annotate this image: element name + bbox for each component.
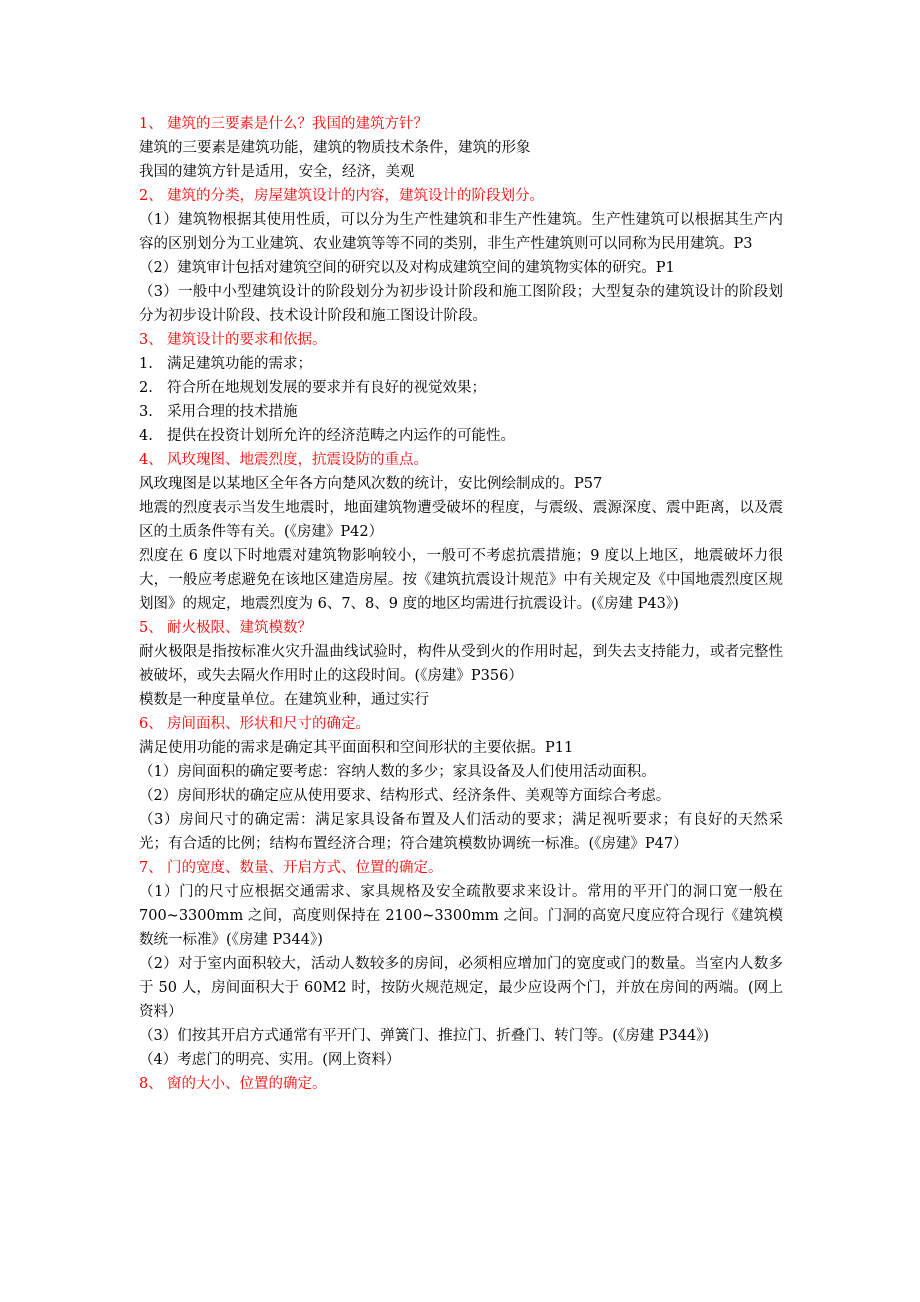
paragraph: （1）门的尺寸应根据交通需求、家具规格及安全疏散要求来设计。常用的平开门的洞口宽一般在 700~3300mm 之间，高度则保持在 2100~3300mm 之间。门洞的高宽尺度应符合现行《建筑模数统一标准》(《房建 P344》) [139,884,783,948]
paragraph: 耐火极限是指按标准火灾升温曲线试验时，构件从受到火的作用时起，到失去支持能力，或者完整性被破坏，或失去隔火作用时止的这段时间。(《房建》P356） [139,644,783,684]
paragraph: （3）一般中小型建筑设计的阶段划分为初步设计阶段和施工图阶段；大型复杂的建筑设计的阶段划分为初步设计阶段、技术设计阶段和施工图设计阶段。 [139,284,783,324]
paragraph: （2）房间形状的确定应从使用要求、结构形式、经济条件、美观等方面综合考虑。 [139,788,671,804]
section-heading: 1、 建筑的三要素是什么？我国的建筑方针？ [139,116,428,132]
paragraph: （1）建筑物根据其使用性质，可以分为生产性建筑和非生产性建筑。生产性建筑可以根据其生产内容的区别划分为工业建筑、农业建筑等等不同的类别，非生产性建筑则可以同称为民用建筑。P3 [139,212,783,252]
document-page [139,112,783,1096]
paragraph: （3）们按其开启方式通常有平开门、弹簧门、推拉门、折叠门、转门等。(《房建 P344》) [139,1028,710,1044]
paragraph: 满足使用功能的需求是确定其平面面积和空间形状的主要依据。P11 [139,740,574,756]
paragraph: （4）考虑门的明亮、实用。(网上资料） [139,1052,401,1068]
paragraph: 模数是一种度量单位。在建筑业种，通过实行 [139,692,429,708]
list-item: 1. 满足建筑功能的需求； [139,356,312,372]
paragraph: （3）房间尺寸的确定需：满足家具设备布置及人们活动的要求；满足视听要求；有良好的天然采光；有合适的比例；结构布置经济合理；符合建筑模数协调统一标准。(《房建》P47） [139,812,783,852]
section-heading: 2、 建筑的分类，房屋建筑设计的内容，建筑设计的阶段划分。 [139,188,544,204]
paragraph: 地震的烈度表示当发生地震时，地面建筑物遭受破坏的程度，与震级、震源深度、震中距离，以及震区的土质条件等有关。(《房建》P42） [139,500,783,540]
paragraph: 建筑的三要素是建筑功能，建筑的物质技术条件，建筑的形象 [139,140,531,156]
section-heading: 5、 耐火极限、建筑模数？ [139,620,312,636]
list-item: 2. 符合所在地规划发展的要求并有良好的视觉效果； [139,380,486,396]
paragraph: （1）房间面积的确定要考虑：容纳人数的多少；家具设备及人们使用活动面积。 [139,764,656,780]
paragraph: （2）对于室内面积较大，活动人数较多的房间，必须相应增加门的宽度或门的数量。当室内人数多于 50 人，房间面积大于 60M2 时，按防火规范规定，最少应设两个门，并放在房间的两端。(网上资料） [139,956,783,1020]
paragraph: （2）建筑审计包括对建筑空间的研究以及对构成建筑空间的建筑物实体的研究。P1 [139,260,675,276]
list-item: 3. 采用合理的技术措施 [139,404,298,420]
section-heading: 8、 窗的大小、位置的确定。 [139,1076,327,1092]
section-heading: 3、 建筑设计的要求和依据。 [139,332,327,348]
section-heading: 6、 房间面积、形状和尺寸的确定。 [139,716,370,732]
section-heading: 4、 风玫瑰图、地震烈度，抗震设防的重点。 [139,452,428,468]
list-item: 4. 提供在投资计划所允许的经济范畴之内运作的可能性。 [139,428,515,444]
paragraph: 风玫瑰图是以某地区全年各方向楚风次数的统计，安比例绘制成的。P57 [139,476,603,492]
paragraph: 我国的建筑方针是适用，安全，经济，美观 [139,164,415,180]
section-heading: 7、 门的宽度、数量、开启方式、位置的确定。 [139,860,443,876]
paragraph: 烈度在 6 度以下时地震对建筑物影响较小，一般可不考虑抗震措施；9 度以上地区，地震破坏力很大，一般应考虑避免在该地区建造房屋。按《建筑抗震设计规范》中有关规定及《中国地震烈度区规划图》的规定，地震烈度为 6、7、8、9 度的地区均需进行抗震设计。(《房建 P43》) [139,548,783,612]
